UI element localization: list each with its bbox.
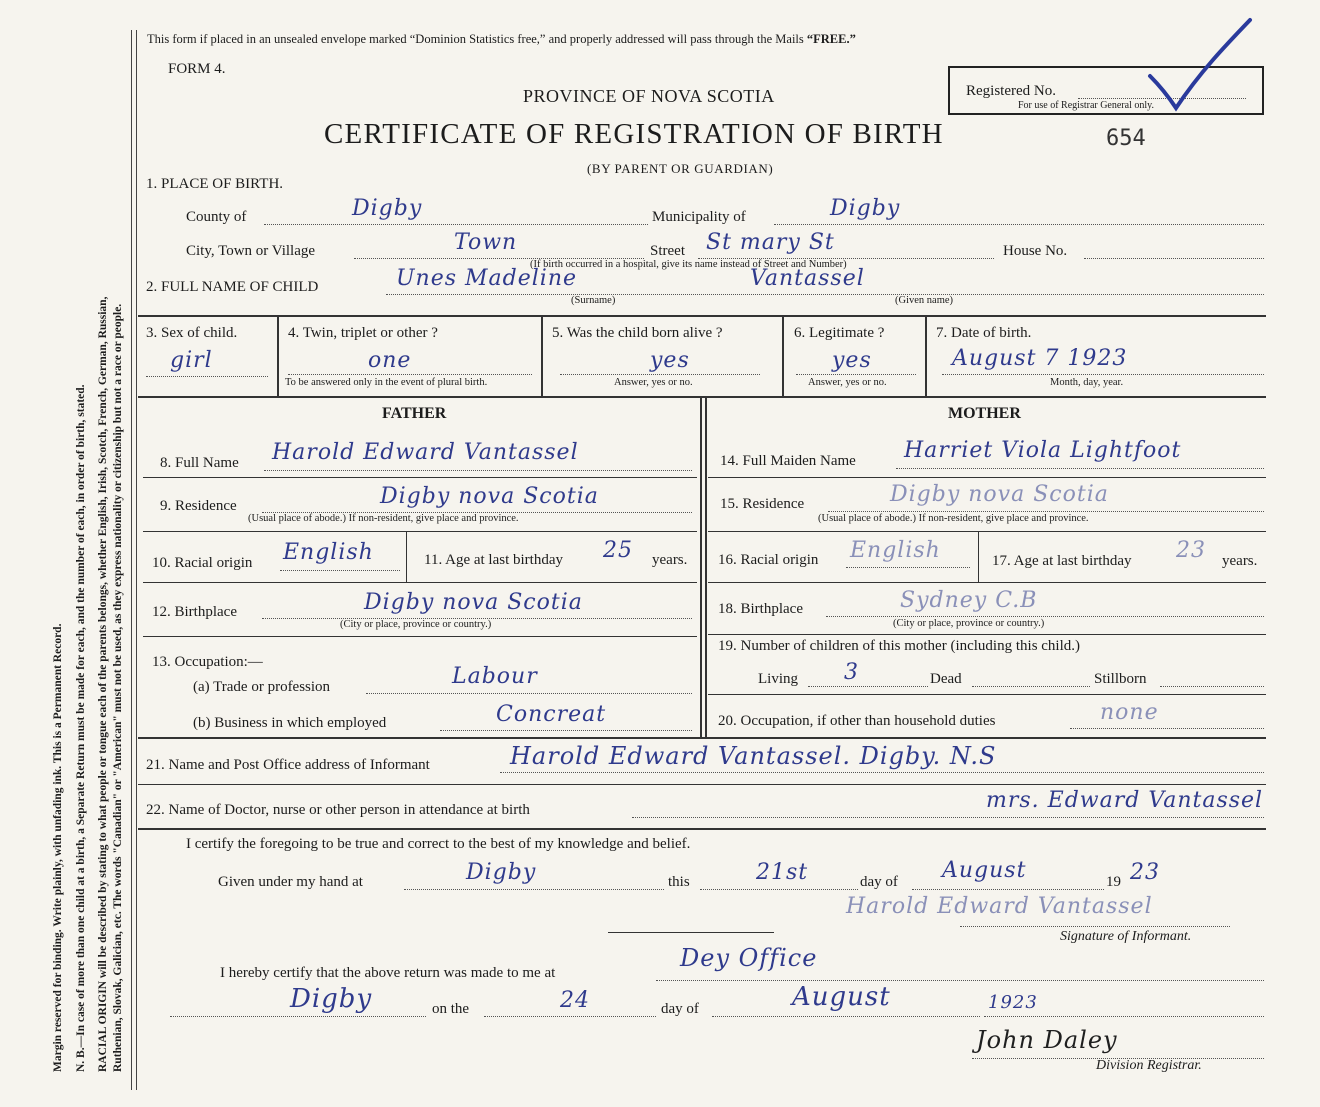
living-label: Living bbox=[758, 671, 798, 687]
given-month-value: August bbox=[942, 858, 1027, 883]
margin-note-racial-origin: RACIAL ORIGIN will be described by stating to what people or tongue each of the parents belongs, whether English, Irish, Scotch, French, German, Russian, bbox=[97, 296, 109, 1072]
child-given-value: Vantassel bbox=[750, 266, 865, 291]
municipality-value: Digby bbox=[830, 196, 901, 221]
municipality-label: Municipality of bbox=[652, 209, 746, 225]
registrar-place-line bbox=[170, 1016, 426, 1017]
margin-note-separate-return: N. B.—In case of more than one child at a birth, a Separate Return must be made for each, and the number of each, in order of birth, stated. bbox=[75, 384, 87, 1072]
rule-above-child-details bbox=[138, 315, 1266, 317]
sex-label: 3. Sex of child. bbox=[146, 325, 238, 341]
legitimate-line bbox=[796, 374, 916, 375]
given-place-line bbox=[404, 889, 664, 890]
mother-name-label: 14. Full Maiden Name bbox=[720, 453, 856, 469]
mother-occupation-line bbox=[1070, 728, 1264, 729]
twin-label: 4. Twin, triplet or other ? bbox=[288, 325, 438, 341]
legitimate-caption: Answer, yes or no. bbox=[808, 377, 887, 388]
informant-signature-value: Harold Edward Vantassel bbox=[846, 894, 1153, 919]
given-year-value: 23 bbox=[1130, 860, 1160, 885]
birth-date-label: 7. Date of birth. bbox=[936, 325, 1032, 341]
mother-race-age-divider bbox=[978, 532, 979, 582]
birth-date-value: August 7 1923 bbox=[952, 346, 1128, 371]
stillborn-line bbox=[1160, 686, 1264, 687]
twin-caption: To be answered only in the event of plural birth. bbox=[285, 377, 488, 388]
father-residence-caption: (Usual place of abode.) If non-resident, give place and province. bbox=[248, 513, 519, 524]
registrar-year-value: 1923 bbox=[988, 992, 1038, 1013]
margin-rule bbox=[131, 30, 132, 1090]
informant-signature-line bbox=[960, 926, 1230, 927]
mother-age-label: 17. Age at last birthday bbox=[992, 553, 1132, 569]
province-heading: PROVINCE OF NOVA SCOTIA bbox=[523, 86, 775, 106]
father-trade-value: Labour bbox=[452, 664, 538, 689]
registrar-day-line bbox=[484, 1016, 656, 1017]
father-birthplace-value: Digby nova Scotia bbox=[364, 590, 583, 615]
living-line bbox=[808, 686, 928, 687]
mother-birthplace-label: 18. Birthplace bbox=[718, 601, 803, 617]
mother-race-label: 16. Racial origin bbox=[718, 552, 819, 568]
city-value: Town bbox=[454, 230, 518, 255]
father-heading: FATHER bbox=[382, 405, 447, 422]
registrar-signature-value: John Daley bbox=[976, 1026, 1118, 1054]
mother-birthplace-line bbox=[826, 616, 1264, 617]
certify-statement: I certify the foregoing to be true and correct to the best of my knowledge and belief. bbox=[186, 836, 691, 852]
father-business-label: (b) Business in which employed bbox=[193, 715, 387, 731]
mother-residence-line bbox=[828, 511, 1264, 512]
father-age-label: 11. Age at last birthday bbox=[424, 552, 563, 568]
stamp-number: 654 bbox=[1106, 126, 1146, 151]
rule-mother-children bbox=[708, 694, 1266, 695]
doctor-line bbox=[632, 817, 1264, 818]
born-alive-value: yes bbox=[650, 348, 690, 373]
given-day-value: 21st bbox=[756, 860, 809, 885]
mail-note bbox=[147, 32, 856, 47]
father-business-value: Concreat bbox=[496, 702, 607, 727]
father-trade-line bbox=[366, 693, 692, 694]
city-label: City, Town or Village bbox=[186, 243, 316, 259]
born-alive-label: 5. Was the child born alive ? bbox=[552, 325, 723, 341]
mother-birthplace-value: Sydney C.B bbox=[900, 588, 1038, 613]
registrar-office-value: Dey Office bbox=[680, 944, 818, 972]
rule-mother-name bbox=[708, 477, 1266, 478]
birth-date-caption: Month, day, year. bbox=[1050, 377, 1124, 388]
mother-occupation-label: 20. Occupation, if other than household duties bbox=[718, 713, 996, 729]
dead-line bbox=[972, 686, 1090, 687]
mother-age-unit: years. bbox=[1222, 553, 1258, 569]
father-race-age-divider bbox=[406, 532, 407, 582]
living-value: 3 bbox=[844, 660, 859, 685]
given-dayof-label: day of bbox=[860, 874, 898, 890]
rule-father-residence bbox=[143, 531, 697, 532]
rule-below-parents bbox=[138, 737, 1266, 739]
given-month-line bbox=[912, 889, 1104, 890]
street-value: St mary St bbox=[706, 230, 835, 255]
house-number-label: House No. bbox=[1003, 243, 1068, 259]
legitimate-label: 6. Legitimate ? bbox=[794, 325, 885, 341]
registrar-month-value: August bbox=[792, 982, 891, 1012]
rule-mother-birthplace bbox=[708, 634, 1266, 635]
born-alive-caption: Answer, yes or no. bbox=[614, 377, 693, 388]
mail-note-text: This form if placed in an unsealed envelope marked “Dominion Statistics free,” and properly addressed will pass through the Mails bbox=[147, 32, 807, 46]
rule-father-birthplace bbox=[143, 636, 697, 637]
informant-label: 21. Name and Post Office address of Informant bbox=[146, 757, 430, 773]
stillborn-label: Stillborn bbox=[1094, 671, 1147, 687]
father-residence-value: Digby nova Scotia bbox=[380, 484, 599, 509]
margin-note-binding: Margin reserved for binding. Write plainly, with unfading ink. This is a Permanent Record. bbox=[52, 623, 64, 1072]
father-name-line bbox=[264, 470, 692, 471]
mother-race-value: English bbox=[850, 538, 941, 563]
rule-certification-divider bbox=[608, 932, 774, 933]
mother-children-label: 19. Number of children of this mother (including this child.) bbox=[718, 638, 1081, 654]
given-name-caption: (Given name) bbox=[895, 295, 954, 306]
sex-value: girl bbox=[170, 348, 213, 373]
divider-twin-alive bbox=[541, 316, 543, 396]
rule-father-race bbox=[143, 582, 697, 583]
father-race-value: English bbox=[283, 540, 374, 565]
doctor-value: mrs. Edward Vantassel bbox=[986, 788, 1264, 813]
place-of-birth-label: 1. PLACE OF BIRTH. bbox=[146, 176, 284, 192]
hospital-note: (If birth occurred in a hospital, give its name instead of Street and Number) bbox=[530, 259, 847, 270]
county-line bbox=[264, 224, 648, 225]
father-business-line bbox=[440, 730, 692, 731]
mother-birthplace-caption: (City or place, province or country.) bbox=[893, 618, 1045, 629]
child-name-line bbox=[386, 294, 1264, 295]
rule-mother-race bbox=[708, 582, 1266, 583]
rule-informant bbox=[138, 784, 1266, 785]
father-race-line bbox=[280, 570, 400, 571]
given-under-hand-label: Given under my hand at bbox=[218, 874, 363, 890]
mother-heading: MOTHER bbox=[948, 405, 1021, 422]
mother-name-value: Harriet Viola Lightfoot bbox=[904, 438, 1182, 463]
given-place-value: Digby bbox=[466, 860, 537, 885]
rule-doctor bbox=[138, 828, 1266, 830]
mother-name-line bbox=[896, 468, 1264, 469]
county-value: Digby bbox=[352, 196, 423, 221]
given-day-line bbox=[700, 889, 858, 890]
certificate-subtitle: (BY PARENT OR GUARDIAN) bbox=[587, 161, 774, 176]
informant-line bbox=[500, 772, 1264, 773]
registrar-caption: Division Registrar. bbox=[1096, 1058, 1202, 1073]
father-mother-divider-2 bbox=[705, 397, 707, 737]
margin-rule-inner bbox=[136, 30, 137, 1090]
father-occupation-label: 13. Occupation:— bbox=[152, 654, 263, 670]
mother-occupation-value: none bbox=[1100, 700, 1159, 725]
father-name-label: 8. Full Name bbox=[160, 455, 239, 471]
mother-residence-label: 15. Residence bbox=[720, 496, 805, 512]
born-alive-line bbox=[560, 374, 760, 375]
registered-label: Registered No. bbox=[966, 83, 1056, 99]
doctor-label: 22. Name of Doctor, nurse or other person in attendance at birth bbox=[146, 802, 530, 818]
check-mark-icon bbox=[1140, 14, 1255, 118]
rule-above-parents bbox=[138, 396, 1266, 398]
registrar-year-line bbox=[984, 1016, 1264, 1017]
registered-note: For use of Registrar General only. bbox=[1018, 100, 1154, 111]
mother-age-value: 23 bbox=[1176, 538, 1206, 563]
father-age-unit: years. bbox=[652, 552, 688, 568]
given-year-prefix: 19 bbox=[1106, 874, 1121, 890]
birth-date-line bbox=[942, 374, 1264, 375]
given-this-label: this bbox=[668, 874, 690, 890]
registrar-statement: I hereby certify that the above return was made to me at bbox=[220, 965, 556, 981]
registrar-office-line bbox=[656, 980, 1264, 981]
divider-alive-legit bbox=[782, 316, 784, 396]
rule-mother-residence bbox=[708, 531, 1266, 532]
street-label: Street bbox=[650, 243, 685, 259]
father-birthplace-caption: (City or place, province or country.) bbox=[340, 619, 492, 630]
father-residence-label: 9. Residence bbox=[160, 498, 237, 514]
mother-race-line bbox=[846, 567, 970, 568]
child-name-label: 2. FULL NAME OF CHILD bbox=[146, 279, 319, 295]
father-birthplace-label: 12. Birthplace bbox=[152, 604, 237, 620]
mail-note-free: “FREE.” bbox=[806, 32, 856, 46]
father-trade-label: (a) Trade or profession bbox=[193, 679, 331, 695]
registrar-day-value: 24 bbox=[560, 988, 590, 1013]
informant-signature-caption: Signature of Informant. bbox=[1060, 929, 1192, 944]
certificate-title: CERTIFICATE OF REGISTRATION OF BIRTH bbox=[324, 118, 944, 150]
father-mother-divider bbox=[700, 397, 702, 737]
form-number: FORM 4. bbox=[168, 61, 226, 77]
legitimate-value: yes bbox=[832, 348, 872, 373]
mother-residence-caption: (Usual place of abode.) If non-resident, give place and province. bbox=[818, 513, 1089, 524]
divider-sex-twin bbox=[277, 316, 279, 396]
sex-line bbox=[146, 376, 268, 377]
father-race-label: 10. Racial origin bbox=[152, 555, 253, 571]
twin-value: one bbox=[368, 348, 412, 373]
divider-legit-dob bbox=[925, 316, 927, 396]
rule-father-name bbox=[143, 477, 697, 478]
registrar-place-value: Digby bbox=[290, 984, 373, 1014]
registrar-onthe-label: on the bbox=[432, 1001, 470, 1017]
mother-residence-value: Digby nova Scotia bbox=[890, 482, 1109, 507]
municipality-line bbox=[774, 224, 1264, 225]
father-name-value: Harold Edward Vantassel bbox=[272, 440, 579, 465]
informant-value: Harold Edward Vantassel. Digby. N.S bbox=[510, 742, 997, 770]
registrar-month-line bbox=[712, 1016, 980, 1017]
margin-note-racial-origin-2: Ruthenian, Slovak, Galician, etc. The words "Canadian" or "American" must not be used, as they express nationality or citizenship but not a race or people. bbox=[112, 303, 124, 1072]
registrar-dayof-label: day of bbox=[661, 1001, 699, 1017]
dead-label: Dead bbox=[930, 671, 962, 687]
twin-line bbox=[288, 374, 532, 375]
surname-caption: (Surname) bbox=[571, 295, 616, 306]
father-age-value: 25 bbox=[603, 538, 633, 563]
child-surname-value: Unes Madeline bbox=[396, 266, 578, 291]
county-label: County of bbox=[186, 209, 247, 225]
house-number-line bbox=[1084, 258, 1264, 259]
